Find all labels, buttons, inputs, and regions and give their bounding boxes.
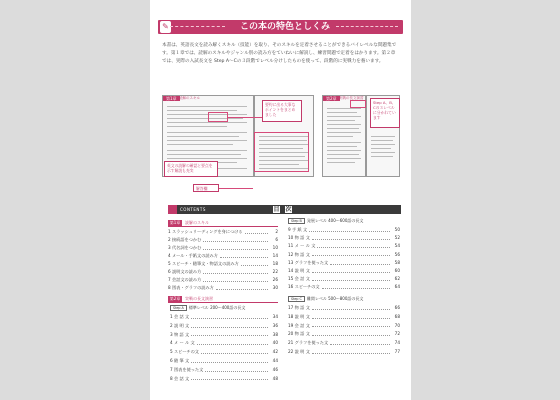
toc-entry-label: 1 スラッシュリーディングを身につける: [168, 229, 243, 234]
preview-tag: 第1章: [163, 96, 180, 101]
stepB-title: 発展レベル 400〜600語の長文: [306, 218, 364, 223]
toc-entry-page: 18: [272, 261, 278, 266]
toc-entry-page: 52: [394, 235, 400, 241]
toc-title-left: 目: [273, 206, 280, 213]
toc-entry-page: 14: [272, 253, 278, 258]
toc-entry-label: 5 スピーチの文: [170, 349, 199, 355]
highlight-box-answer: [254, 132, 309, 172]
callout-answer-field: 解答欄: [193, 184, 219, 192]
toc-leader-dots: [191, 332, 268, 336]
toc-title-right: 次: [285, 206, 292, 213]
toc-entry-page: 26: [272, 277, 278, 282]
toc-entry-page: 30: [272, 285, 278, 290]
part1-badge: 第1章: [169, 220, 181, 225]
toc-entry: [288, 313, 400, 321]
toc-entry-label: 6 随 筆 文: [170, 358, 190, 363]
toc-entry-page: 70: [394, 322, 400, 328]
toc-entry-page: 68: [394, 313, 400, 319]
part2-rule: [168, 302, 278, 303]
part2-title: 実戦の長文演習: [185, 296, 213, 301]
toc-entry-label: 9 手 紙 文: [288, 227, 308, 232]
toc-entry: [288, 283, 400, 291]
toc-entry-page: 22: [272, 269, 278, 274]
toc-entry-page: 48: [272, 375, 278, 381]
toc-leader-dots: [312, 277, 390, 281]
toc-entry-label: 12 物 語 文: [288, 251, 310, 257]
toc-leader-dots: [241, 262, 268, 266]
toc-entry: [288, 322, 400, 330]
part1-title: 読解のスキル: [185, 220, 209, 225]
toc-entry: [168, 236, 278, 244]
toc-entry-page: 50: [394, 227, 400, 232]
toc-entry-page: 56: [394, 251, 400, 257]
contents-icon: [168, 205, 177, 214]
stepB-heading: [288, 218, 363, 224]
toc-entry-page: 46: [272, 366, 278, 372]
toc-entry: [170, 348, 278, 356]
toc-entry: [170, 322, 278, 330]
book-page: [150, 0, 411, 400]
part2-badge: 第2章: [169, 296, 181, 301]
toc-entry-page: 74: [394, 340, 400, 346]
book-icon: ✎: [160, 21, 171, 33]
toc-leader-dots: [312, 306, 390, 310]
toc-leader-dots: [201, 350, 268, 354]
toc-entry: [288, 267, 400, 275]
title-banner: [158, 20, 403, 34]
toc-leader-dots: [191, 324, 268, 328]
toc-entry: [170, 313, 278, 321]
stepC-badge: Step C: [288, 296, 305, 302]
toc-leader-dots: [312, 332, 390, 336]
toc-entry: [168, 268, 278, 276]
stepB-badge: Step B: [288, 218, 305, 224]
toc-entry-page: 10: [272, 245, 278, 250]
toc-leader-dots: [317, 244, 390, 248]
toc-leader-dots: [312, 236, 390, 240]
toc-entry: [170, 331, 278, 339]
toc-entry-label: 19 会 話 文: [288, 322, 310, 328]
toc-leader-dots: [312, 323, 390, 327]
toc-entry-label: 21 グラフを使った文: [288, 340, 329, 346]
part1-rule: [168, 226, 278, 227]
toc-entry-label: 20 物 語 文: [288, 331, 310, 337]
arrow-line: [228, 117, 262, 118]
banner-dash-right: [336, 26, 398, 27]
toc-entry-page: 72: [394, 331, 400, 337]
toc-entry: [288, 275, 400, 283]
toc-leader-dots: [220, 254, 268, 258]
preview-tag: 第2章: [323, 96, 340, 101]
toc-leader-dots: [205, 368, 268, 372]
toc-entry: [288, 348, 400, 356]
toc-entry: [288, 259, 400, 267]
toc-entry-label: 22 説 明 文: [288, 349, 310, 354]
toc-leader-dots: [203, 270, 268, 274]
toc-entry-page: 62: [394, 276, 400, 282]
toc-leader-dots: [203, 278, 268, 282]
toc-entry-label: 11 メ ー ル 文: [288, 243, 316, 249]
callout-explanation: 英文の読解の確認と要点を示す解説も充実: [164, 161, 218, 177]
toc-entry-label: 15 会 話 文: [288, 276, 310, 282]
toc-entry-page: 2: [275, 229, 278, 234]
highlight-box: [208, 112, 228, 122]
toc-entry: [168, 284, 278, 292]
toc-entry-page: 40: [272, 340, 278, 346]
stepA-badge: Step A: [170, 305, 187, 311]
stepC-heading: [288, 296, 363, 302]
toc-leader-dots: [322, 285, 390, 289]
toc-leader-dots: [312, 350, 390, 354]
toc-entry: [170, 339, 278, 347]
stepA-title: 標準レベル 200〜400語の長文: [188, 305, 246, 310]
toc-entry-page: 38: [272, 331, 278, 337]
stepC-title: 難関レベル 500〜800語の長文: [306, 296, 364, 301]
toc-entry-page: 58: [394, 259, 400, 265]
toc-entry-page: 64: [394, 284, 400, 290]
toc-entry: [288, 339, 400, 347]
toc-entry: [170, 357, 278, 365]
toc-leader-dots: [191, 359, 268, 363]
arrow-line-answer: [219, 188, 253, 189]
toc-leader-dots: [191, 315, 268, 319]
toc-entry-page: 54: [394, 243, 400, 249]
toc-entry: [288, 330, 400, 338]
toc-entry: [288, 251, 400, 259]
callout-summary-points: 要約に出る大事なポイントをまとめました: [262, 100, 302, 122]
toc-entry-label: 3 物 語 文: [170, 331, 190, 337]
toc-entry: [288, 304, 400, 312]
toc-entry: [170, 366, 278, 374]
toc-entry-label: 3 代名詞をつかむ: [168, 245, 202, 250]
toc-leader-dots: [330, 341, 390, 345]
toc-entry-label: 4 メ ー ル 文: [170, 340, 195, 346]
toc-entry-page: 66: [394, 305, 400, 310]
toc-entry-label: 10 物 語 文: [288, 235, 310, 241]
preview-tag-sub: 実戦の長文演習: [339, 96, 364, 100]
highlight-box-step: [350, 100, 366, 108]
toc-leader-dots: [330, 261, 390, 265]
toc-entry-label: 16 スピーチの文: [288, 284, 320, 290]
toc-entry-page: 42: [272, 349, 278, 355]
toc-entry-label: 6 説明文の読み方: [168, 269, 202, 274]
toc-leader-dots: [197, 341, 268, 345]
toc-entry-label: 18 説 明 文: [288, 313, 310, 319]
toc-entry: [288, 242, 400, 250]
toc-entry-label: 4 メール・手紙文の読み方: [168, 253, 218, 258]
contents-label: CONTENTS: [180, 207, 206, 212]
toc-entry-label: 5 スピーチ・随筆文・物語文の読み方: [168, 261, 239, 266]
toc-entry: [288, 226, 400, 234]
toc-entry-label: 8 会 話 文: [170, 375, 190, 381]
toc-leader-dots: [312, 315, 390, 319]
toc-entry-page: 60: [394, 268, 400, 273]
toc-leader-dots: [203, 238, 268, 242]
toc-leader-dots: [203, 246, 268, 250]
toc-leader-dots: [312, 269, 390, 273]
toc-entry: [168, 276, 278, 284]
stepA-heading: [170, 305, 245, 311]
page-title: この本の特色としくみ: [239, 22, 330, 32]
toc-entry: [170, 375, 278, 383]
toc-entry-label: 7 会話文の読み方: [168, 277, 202, 282]
toc-entry-label: 14 説 明 文: [288, 268, 310, 273]
toc-entry-label: 2 接続語をつかむ: [168, 237, 202, 242]
callout-step-levels: Step A、B、Cの３レベルに分かれています: [370, 98, 400, 128]
toc-leader-dots: [312, 252, 390, 256]
toc-leader-dots: [309, 228, 390, 232]
intro-paragraph: 本書は、英語長文を読み解くスキル（技能）を取り、そのスキルを定着させることができるバイレベルな問題集です。第１章では、読解のスキルやジャンル別の読み方をていねいに解説し、練習問題で定着をはかります。第２章では、実際の入試長文を Step A〜Cの３段階でレベル分けしたものを使って、段階的に実戦力を養います。: [162, 43, 397, 64]
toc-entry-label: 2 説 明 文: [170, 322, 190, 328]
preview-tag-sub: 読解のスキル: [179, 96, 200, 100]
toc-entry-page: 34: [272, 314, 278, 319]
toc-entry: [168, 228, 278, 236]
toc-entry: [168, 260, 278, 268]
toc-entry: [288, 234, 400, 242]
toc-entry: [168, 244, 278, 252]
banner-dash-left: [170, 26, 225, 27]
toc-entry-label: 8 図表・グラフの読み方: [168, 285, 214, 290]
toc-leader-dots: [216, 286, 268, 290]
toc-entry-page: 44: [272, 358, 278, 363]
toc-entry-label: 13 グラフを使った文: [288, 259, 329, 265]
toc-entry-label: 17 物 語 文: [288, 305, 310, 310]
toc-entry-label: 1 会 話 文: [170, 314, 190, 319]
toc-leader-dots: [191, 376, 268, 380]
toc-entry: [168, 252, 278, 260]
toc-leader-dots: [245, 230, 268, 234]
toc-entry-page: 6: [275, 237, 278, 242]
toc-entry-page: 36: [272, 322, 278, 328]
toc-entry-label: 7 図表を使った文: [170, 366, 204, 372]
toc-entry-page: 77: [394, 349, 400, 354]
